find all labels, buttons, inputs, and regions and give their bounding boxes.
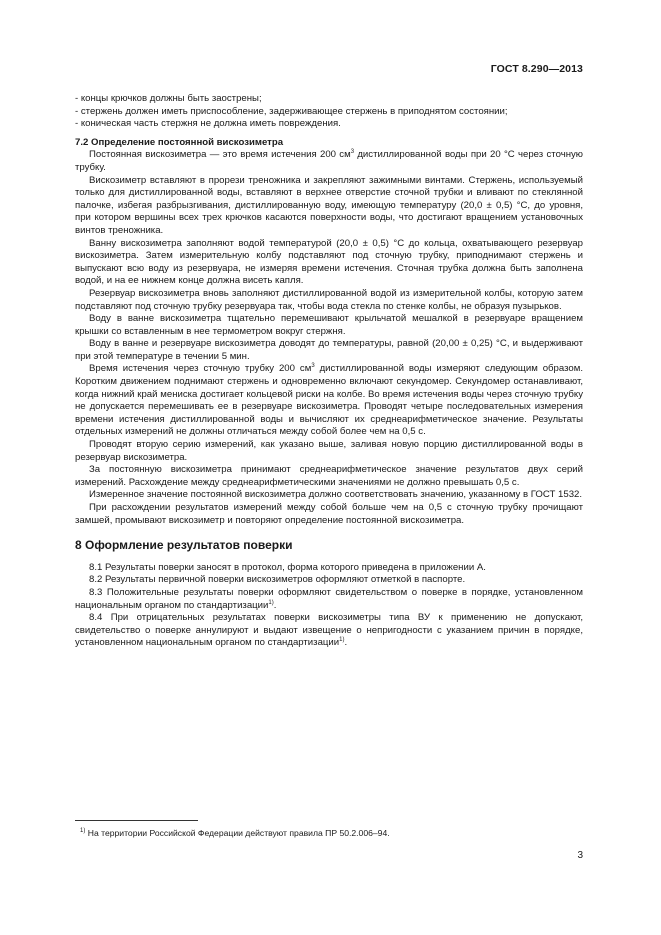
paragraph: Резервуар вискозиметра вновь заполняют дистиллированной водой из измерительной колбы, которую затем подставляют под сточную трубку резервуара так, чтобы вода стекла по стенке колбы, не образуя пузырьков. xyxy=(75,287,583,312)
paragraph: 8.4 При отрицательных результатах поверки вискозиметры типа ВУ к применению не допускают, свидетельство о поверке аннулируют и выдают извещение о непригодности с указанием причин в порядке, установленном национальным органом по стандартизации$^{1)}$. xyxy=(75,612,583,649)
paragraph: Ванну вискозиметра заполняют водой температурой (20,0 ± 0,5) °С до кольца, охватывающего резервуар вискозиметра. Затем измерительную колбу подставляют под сточную трубку, приподнимают стержень и выпускают всю воду из резервуара, не измеряя времени истечения. Сточная трубка должна быть заполнена водой, и на ее нижнем конце должна висеть капля. xyxy=(75,237,583,287)
paragraph: 8.1 Результаты поверки заносят в протокол, форма которого приведена в приложении А. xyxy=(89,561,486,573)
footnote-ref: 1) xyxy=(268,599,274,606)
paragraph: Воду в ванне вискозиметра тщательно перемешивают крыльчатой мешалкой в резервуаре вращением крышки со вставленным в нее термометром вокруг стержня. xyxy=(75,313,583,337)
paragraph: 8.3 Положительные результаты поверки оформляют свидетельством о поверке в порядке, установленном национальным органом по стандартизации$^{1)}$. xyxy=(75,586,583,611)
footnote-divider xyxy=(75,820,198,821)
subsection-title: 7.2 Определение постоянной вискозиметра xyxy=(75,136,284,148)
paragraph: Измеренное значение постоянной вискозиметра должно соответствовать значению, указанному в ГОСТ 1532. xyxy=(89,489,583,501)
paragraph: За постоянную вискозиметра принимают среднеарифметическое значение результатов двух серий измерений. Расхождение между среднеарифметическими значениями не должно превышать 0,5 с. xyxy=(75,464,583,488)
paragraph: Постоянная вискозиметра — это время истечения 200 $см^3$ дистиллированной воды при 20 °С через сточную трубку. xyxy=(75,149,583,173)
paragraph: Проводят вторую серию измерений, как указано выше, заливая новую порцию дистиллированной воды в резервуар вискозиметра. xyxy=(75,439,583,463)
paragraph: 8.2 Результаты первичной поверки вискозиметров оформляют отметкой в паспорте. xyxy=(89,574,466,586)
list-item: - концы крючков должны быть заострены; xyxy=(75,93,262,104)
document-id: ГОСТ 8.290—2013 xyxy=(490,63,583,75)
paragraph: Время истечения через сточную трубку 200 $см^3$ дистиллированной воды измеряют следующим образом. Коротким движением поднимают стержень и одновременно включают секундомер. Секундомер останавливают, когда нижний край мениска достигает кольцевой риски на колбе. Во время истечения воды через сточную трубку не допускается перемешивать ее в резервуаре вискозиметра. Проводят четыре последовательных измерения времени истечения дистиллированной воды и вычисляют их среднеарифметическое значение. Результаты отдельных измерений не должны отличаться между собой более чем на 0,5 с. xyxy=(75,363,583,438)
page-content xyxy=(75,93,583,650)
paragraph: Вискозиметр вставляют в прорези треножника и закрепляют зажимными винтами. Стержень, используемый только для дистиллированной воды, вставляют в верхнее отверстие сточной трубки и вливают по стеклянной палочке, избегая разбрызгивания, дистиллированную воду, имеющую температуру (20,0 ± 0,5) °С, до уровня, при котором вершины всех трех крючков касаются поверхности воды, что достигают вращением установочных винтов треножника. xyxy=(75,174,583,236)
section-title: 8 Оформление результатов поверки xyxy=(75,538,293,553)
list-item: - стержень должен иметь приспособление, задерживающее стержень в приподнятом состоянии; xyxy=(75,105,508,117)
paragraph: Воду в ванне и резервуаре вискозиметра доводят до температуры, равной (20,00 ± 0,25) °С, и выдерживают при этой температуре в течении 5 мин. xyxy=(75,338,583,362)
footnote: $^{1)}$ На территории Российской Федерации действуют правила ПР 50.2.006–94. xyxy=(80,828,390,838)
footnote-ref: 1) xyxy=(339,637,345,644)
paragraph: При расхождении результатов измерений между собой больше чем на 0,5 с сточную трубку прочищают замшей, промывают вискозиметр и повторяют определение постоянной вискозиметра. xyxy=(75,502,583,526)
page-number: 3 xyxy=(577,850,583,861)
list-item: - коническая часть стержня не должна иметь повреждения. xyxy=(75,118,341,130)
